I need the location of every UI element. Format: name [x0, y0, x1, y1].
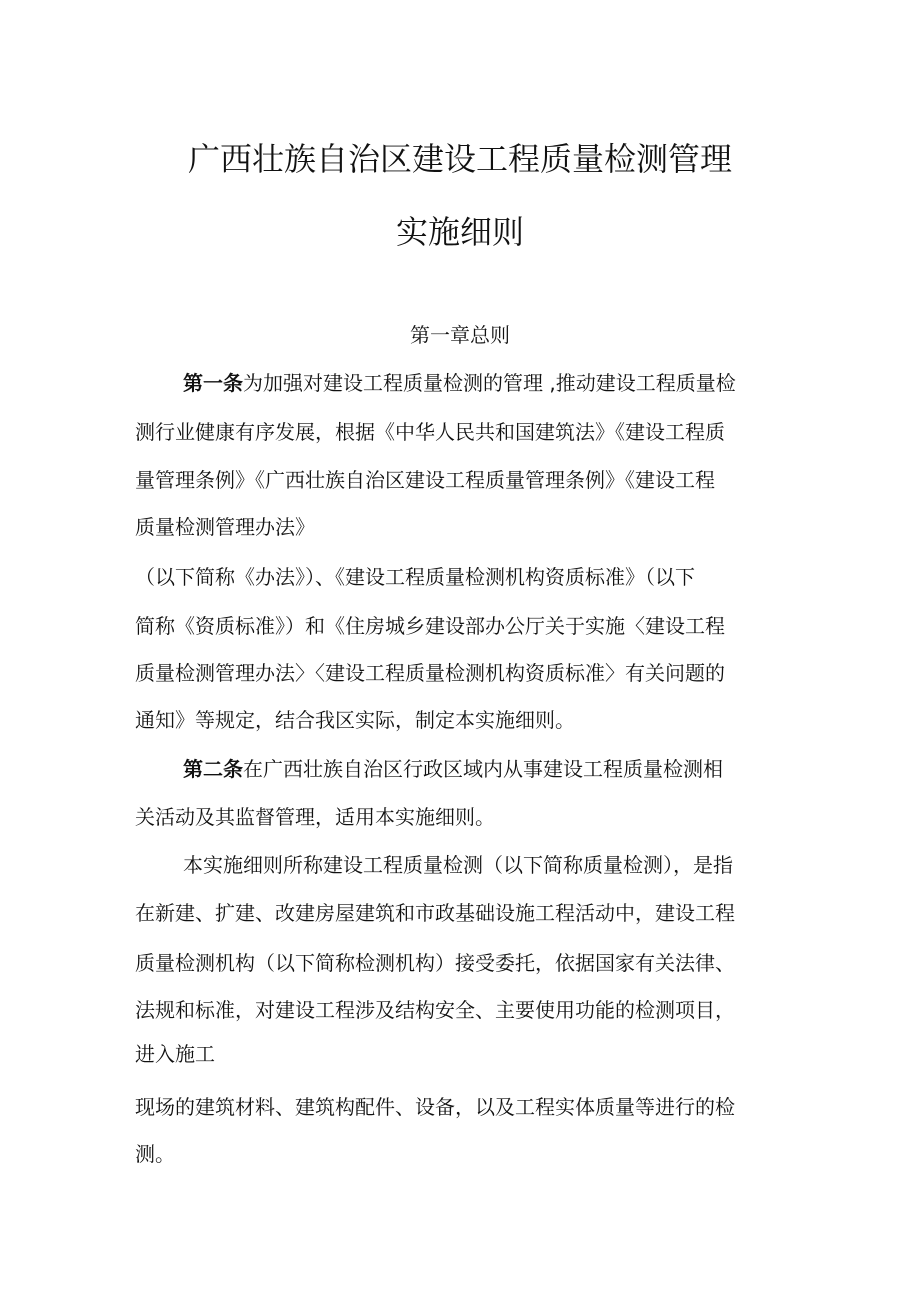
- article-1-line: 量管理条例》《广西壮族自治区建设工程质量管理条例》《建设工程: [135, 468, 715, 492]
- article-2-line: 关活动及其监督管理，适用本实施细则。: [135, 805, 495, 829]
- chapter-heading: 第一章总则: [410, 323, 510, 347]
- article-1-line: 质量检测管理办法〉〈建设工程质量检测机构资质标准〉有关问题的: [135, 661, 725, 685]
- paragraph-3-line: 在新建、扩建、改建房屋建筑和市政基础设施工程活动中，建设工程: [135, 901, 735, 925]
- paragraph-3-line: 现场的建筑材料、建筑构配件、设备，以及工程实体质量等进行的检: [135, 1095, 735, 1119]
- article-1-label: 第一条: [183, 371, 243, 395]
- article-2-first-line: [183, 755, 723, 783]
- paragraph-3-line: 质量检测机构（以下简称检测机构）接受委托，依据国家有关法律、: [135, 951, 735, 975]
- document-title-line-1: 广西壮族自治区建设工程质量检测管理: [187, 140, 732, 178]
- paragraph-3-first-line: 本实施细则所称建设工程质量检测（以下简称质量检测），是指: [183, 853, 733, 877]
- article-1-text: 为加强对建设工程质量检测的管理 ,推动建设工程质量检: [243, 371, 736, 395]
- paragraph-3-line: 法规和标准，对建设工程涉及结构安全、主要使用功能的检测项目，: [135, 998, 735, 1022]
- article-1-line: （以下简称《办法》）、《建设工程质量检测机构资质标准》（以下: [135, 565, 695, 589]
- article-1-line: 通知》等规定，结合我区实际，制定本实施细则。: [135, 708, 575, 732]
- article-2-text: 在广西壮族自治区行政区域内从事建设工程质量检测相: [243, 757, 723, 781]
- paragraph-3-line: 测。: [135, 1142, 175, 1166]
- article-2-label: 第二条: [183, 757, 243, 781]
- paragraph-3-line: 进入施工: [135, 1042, 215, 1066]
- article-1-line: 测行业健康有序发展，根据《中华人民共和国建筑法》《建设工程质: [135, 420, 725, 444]
- article-1-line: 质量检测管理办法》: [135, 515, 315, 539]
- document-title-line-2: 实施细则: [395, 213, 524, 251]
- article-1-first-line: [183, 369, 736, 397]
- article-1-line: 简称《资质标准》）和《住房城乡建设部办公厅关于实施〈建设工程: [135, 614, 725, 638]
